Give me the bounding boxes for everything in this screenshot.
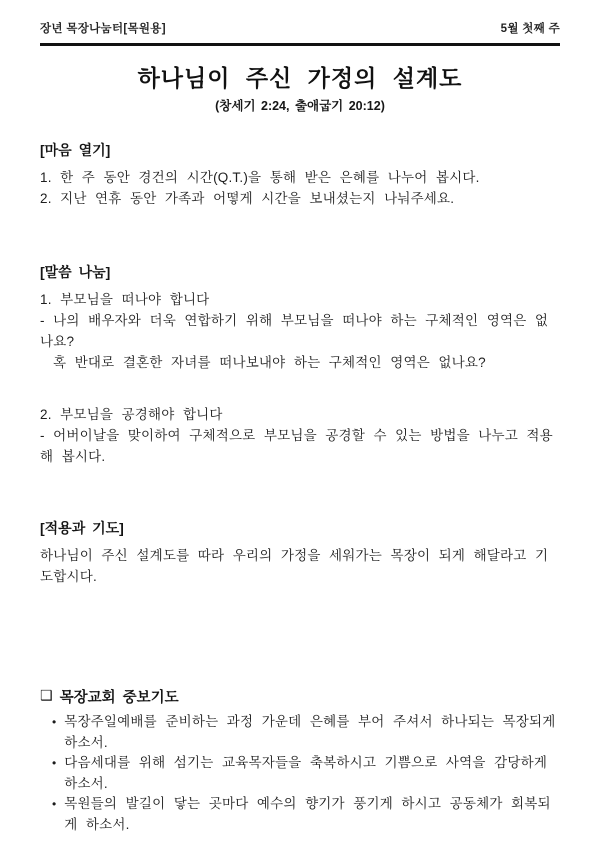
word-sharing-point-2-question: - 어버이날을 맞이하여 구체적으로 부모님을 공경할 수 있는 방법을 나누고 적용해 봅시다. xyxy=(40,428,553,464)
mind-opening-item-1: 1. 한 주 동안 경건의 시간(Q.T.)을 통해 받은 은혜를 나누어 봅시다. xyxy=(40,170,480,185)
section-mind-opening xyxy=(40,140,560,209)
checkbox-icon: ❑ xyxy=(40,687,53,703)
header-left-label: 장년 목장나눔터[목원용] xyxy=(40,23,166,35)
application-prayer-body: 하나님이 주신 설계도를 따라 우리의 가정을 세워가는 목장이 되게 해달라고 기도합시다. xyxy=(40,548,549,584)
mind-opening-item-2: 2. 지난 연휴 동안 가족과 어떻게 시간을 보내셨는지 나눠주세요. xyxy=(40,191,455,206)
word-sharing-point-2-title: 2. 부모님을 공경해야 합니다 xyxy=(40,407,223,422)
list-item xyxy=(52,712,560,753)
title-block xyxy=(40,64,560,114)
list-item xyxy=(52,753,560,794)
intercession-heading-label: 목장교회 중보기도 xyxy=(59,690,179,706)
section-word-sharing xyxy=(40,262,560,467)
bullet-icon: • xyxy=(52,715,57,729)
intercession-list xyxy=(40,712,560,835)
page-header xyxy=(40,20,560,36)
header-rule xyxy=(40,43,560,46)
scripture-reference: (창세기 2:24, 출애굽기 20:12) xyxy=(215,99,385,113)
intercession-heading-row xyxy=(40,686,560,707)
word-sharing-point-1-question-cont: 혹 반대로 결혼한 자녀를 떠나보내야 하는 구체적인 영역은 없나요? xyxy=(53,355,486,370)
intercession-item-3: 목원들의 발길이 닿는 곳마다 예수의 향기가 풍기게 하시고 공동체가 회복되게 하소서. xyxy=(64,796,551,832)
section-intercession xyxy=(40,686,560,835)
list-item xyxy=(52,794,560,835)
section-heading-word-sharing: [말씀 나눔] xyxy=(40,264,111,280)
section-heading-mind-opening: [마음 열기] xyxy=(40,142,111,158)
bullet-icon: • xyxy=(52,756,57,770)
bullet-icon: • xyxy=(52,797,57,811)
section-heading-application-prayer: [적용과 기도] xyxy=(40,520,124,536)
word-sharing-point-1-title: 1. 부모님을 떠나야 합니다 xyxy=(40,292,210,307)
page-title: 하나님이 주신 가정의 설계도 xyxy=(137,65,463,91)
header-right-label: 5월 첫째 주 xyxy=(500,23,560,35)
section-application-prayer xyxy=(40,518,560,587)
intercession-item-2: 다음세대를 위해 섬기는 교육목자들을 축복하시고 기쁨으로 사역을 감당하게 하소서. xyxy=(64,755,548,791)
intercession-item-1: 목장주일예배를 준비하는 과정 가운데 은혜를 부어 주셔서 하나되는 목장되게 하소서. xyxy=(64,714,556,750)
word-sharing-point-1-question: - 나의 배우자와 더욱 연합하기 위해 부모님을 떠나야 하는 구체적인 영역은 없나요? xyxy=(40,313,549,349)
